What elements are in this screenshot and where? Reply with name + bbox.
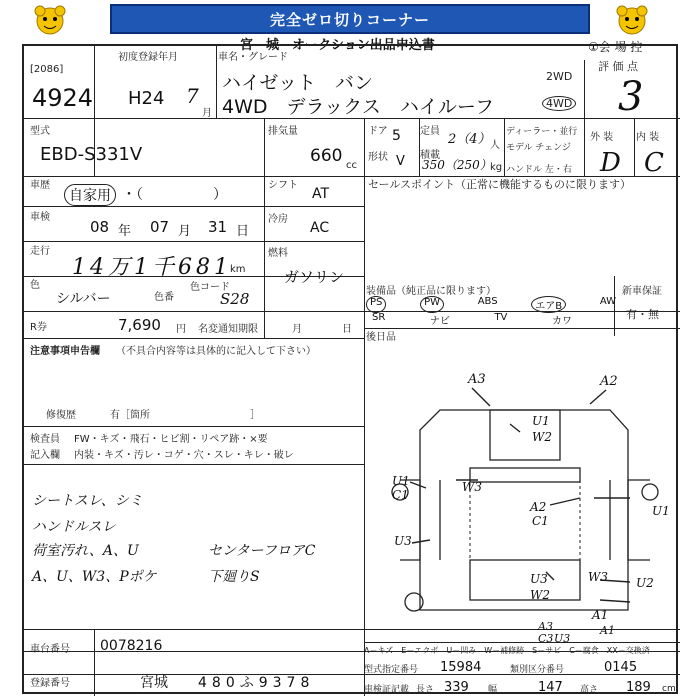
inspector-row1: FW・キズ・飛石・ヒビ割・リペア跡・×要 [74, 434, 268, 445]
equipment-row2 [372, 312, 572, 327]
hand-note-4: センターフロアC [208, 543, 316, 559]
inspection-month: 07 [150, 218, 170, 236]
mod-date-d: 日 [342, 324, 352, 335]
history-rest: ・（ ） [122, 187, 227, 203]
type-no-label: 型式指定番号 [364, 665, 419, 675]
mark-c3-bottom: C3 [538, 632, 554, 645]
type-no-value: 15984 [440, 660, 482, 675]
history-label: 車歴 [30, 180, 50, 191]
mascot-icon-left [30, 4, 70, 38]
color-label: 色 [30, 280, 40, 291]
dims-w: 147 [538, 680, 563, 695]
inspection-m: 月 [178, 224, 192, 239]
int-value: C [644, 148, 664, 178]
repair-value: 有［箇所 ］ [110, 410, 260, 421]
chassis-value: 0078216 [100, 638, 163, 654]
inspection-y: 年 [118, 224, 132, 239]
color-code: S28 [220, 290, 250, 308]
model-label: 型式 [30, 126, 50, 137]
inspection-label: 車検 [30, 212, 50, 223]
hand-note-1: シートスレ、シミ [32, 493, 143, 509]
capacity-label: 定員 [420, 126, 440, 137]
aircon-value: AC [310, 220, 330, 236]
mark-u1-hood: U1 [532, 414, 550, 428]
capacity-unit: 人 [490, 140, 500, 151]
history-value: 自家用 [64, 184, 116, 206]
hand-note-3: 荷室汚れ、A、U [32, 543, 139, 559]
mileage-label: 走行 [30, 246, 50, 257]
mark-u3-left: U3 [394, 534, 412, 548]
equip-aw: AW [599, 296, 616, 307]
fuel-value: ガソリン [284, 268, 345, 286]
drive-2wd: 2WD [546, 70, 573, 83]
doors-value: 5 [392, 128, 401, 144]
mark-a1-right: A1 [592, 608, 609, 622]
banner: 完全ゼロ切りコーナー [110, 4, 590, 34]
grade-label: 評 価 点 [598, 60, 638, 73]
ext-label: 外 装 [590, 132, 614, 143]
mark-u3-rear: U3 [530, 572, 548, 586]
first-reg-month-unit: 月 [202, 108, 212, 119]
new-warranty-label: 新車保証 [622, 286, 662, 297]
shape-value: V [396, 154, 405, 169]
dims-h: 189 [626, 680, 651, 695]
recycle-value: 7,690 [118, 316, 161, 334]
class-label: 類別区分番号 [510, 665, 565, 675]
mark-w2-hood: W2 [532, 430, 552, 444]
mascot-icon-right [612, 4, 652, 38]
hand-note-6: 下廻りS [208, 569, 260, 585]
rear-seat-label: 後日品 [366, 332, 396, 343]
mark-u3-bottom: U3 [554, 632, 571, 645]
mark-c1-roof: C1 [532, 514, 549, 528]
equip-ps: PS [366, 296, 386, 313]
lot-number: 4924 [32, 84, 94, 112]
inspection-day: 31 [208, 218, 228, 236]
inspector-label1: 検査員 [30, 434, 60, 445]
recycle-unit: 円 [176, 324, 186, 335]
first-reg-year: H24 [128, 88, 165, 109]
displacement-value: 660 [310, 146, 343, 166]
mileage-value: 14万1千681 [72, 255, 232, 280]
notes-label: 注意事項申告欄 [30, 346, 100, 357]
dims-w-label: 幅 [488, 685, 498, 695]
mark-w2-rear: W2 [530, 588, 550, 602]
copy-label: ①会 場 控 [588, 40, 643, 54]
dims-unit: cm [662, 684, 676, 694]
displacement-unit: cc [346, 160, 357, 171]
aircon-label: 冷房 [268, 214, 288, 225]
ext-value: D [600, 148, 621, 178]
hand-note-2: ハンドルスレ [32, 519, 116, 535]
mark-c1-left: C1 [392, 488, 409, 502]
equip-leather: カワ [551, 316, 572, 327]
handle-label: ハンドル 左・右 [506, 165, 572, 175]
equip-airbag: エアB [531, 296, 566, 313]
equip-pw: PW [420, 296, 444, 313]
legend: A－キズ E－エクボ U－凹み W－補修跡 S－サビ C－腐食 XX－交換済 [364, 646, 650, 655]
mark-a2-top: A2 [600, 374, 618, 389]
plate-pref: 宮城 [140, 675, 168, 691]
load-value: 350（250） [422, 158, 492, 172]
lot-code: [2086] [30, 64, 64, 75]
color-code-label: 色コード [190, 282, 230, 293]
grade-value: 3 [618, 74, 644, 120]
mod-date-m: 月 [292, 324, 302, 335]
equip-abs: ABS [477, 296, 498, 307]
recycle-label: R券 [30, 322, 47, 333]
load-label: 積載 [420, 150, 440, 161]
hand-note-5: A、U、W3、Pポケ [32, 569, 157, 585]
mark-a2-roof: A2 [530, 500, 547, 514]
inspection-d: 日 [236, 224, 250, 239]
int-label: 内 装 [636, 132, 660, 143]
equip-navi: ナビ [429, 316, 450, 327]
doors-label: ドア [368, 126, 388, 137]
plate-label: 登録番号 [30, 678, 70, 689]
dims-label: 車検証記載 [364, 685, 410, 695]
notes-sub: （不具合内容等は具体的に記入して下さい） [116, 346, 316, 357]
mark-a3-bottom: A3 [538, 620, 553, 633]
color-value: シルバー [56, 291, 111, 307]
shift-value: AT [312, 186, 330, 202]
dims-len-label: 長さ [416, 685, 435, 695]
car-name-line1: ハイゼット バン [222, 72, 374, 94]
first-reg-label: 初度登録年月 [118, 52, 178, 63]
plate-value: 480ふ9378 [198, 675, 315, 691]
equip-tv: TV [494, 312, 508, 323]
dims-len: 339 [444, 680, 469, 695]
auction-title: 宮 城 オークション出品申込書 [240, 38, 435, 53]
mark-a1-bottom: A1 [600, 624, 615, 637]
fuel-label: 燃料 [268, 248, 288, 259]
sales-label: セールスポイント（正常に機能するものに限ります） [368, 178, 632, 191]
load-unit: kg [490, 162, 503, 173]
inspection-year: 08 [90, 218, 110, 236]
shift-label: シフト [268, 180, 298, 191]
warranty-value: 有・無 [626, 308, 659, 321]
mileage-unit: km [230, 264, 246, 275]
capacity-value: 2（4） [448, 132, 491, 147]
first-reg-month: 7 [186, 84, 199, 108]
equipment-row1 [366, 296, 616, 313]
dealer-label: ディーラー・並行 [506, 127, 578, 137]
displacement-label: 排気量 [268, 126, 298, 137]
dims-h-label: 高さ [580, 685, 599, 695]
mark-u1-right: U1 [652, 504, 670, 518]
mod-date-label: 名変通知期限 [198, 324, 258, 335]
drive-4wd: 4WD [542, 96, 576, 111]
model-value: EBD-S331V [40, 144, 143, 165]
equip-sr: SR [372, 312, 386, 323]
mark-u1-left: U1 [392, 474, 410, 488]
inspector-row2: 内装・キズ・汚レ・コゲ・穴・スレ・キレ・破レ [74, 450, 294, 461]
inspector-label2: 記入欄 [30, 450, 60, 461]
equipment-label: 装備品（純正品に限ります） [366, 286, 496, 297]
car-name-line2: 4WD デラックス ハイルーフ [222, 96, 494, 118]
color-num-label: 色番 [154, 292, 174, 303]
mark-u2-right: U2 [636, 576, 654, 590]
class-value: 0145 [604, 660, 638, 675]
mark-a3-top: A3 [468, 372, 486, 387]
mark-w3-right: W3 [588, 570, 608, 584]
chassis-label: 車台番号 [30, 644, 70, 655]
mark-w3-center: W3 [462, 480, 482, 494]
model-change-label: モデル チェンジ [506, 143, 571, 153]
car-name-label: 車名・グレード [218, 52, 288, 63]
repair-label: 修復歴 [46, 410, 76, 421]
shape-label: 形状 [368, 152, 388, 163]
